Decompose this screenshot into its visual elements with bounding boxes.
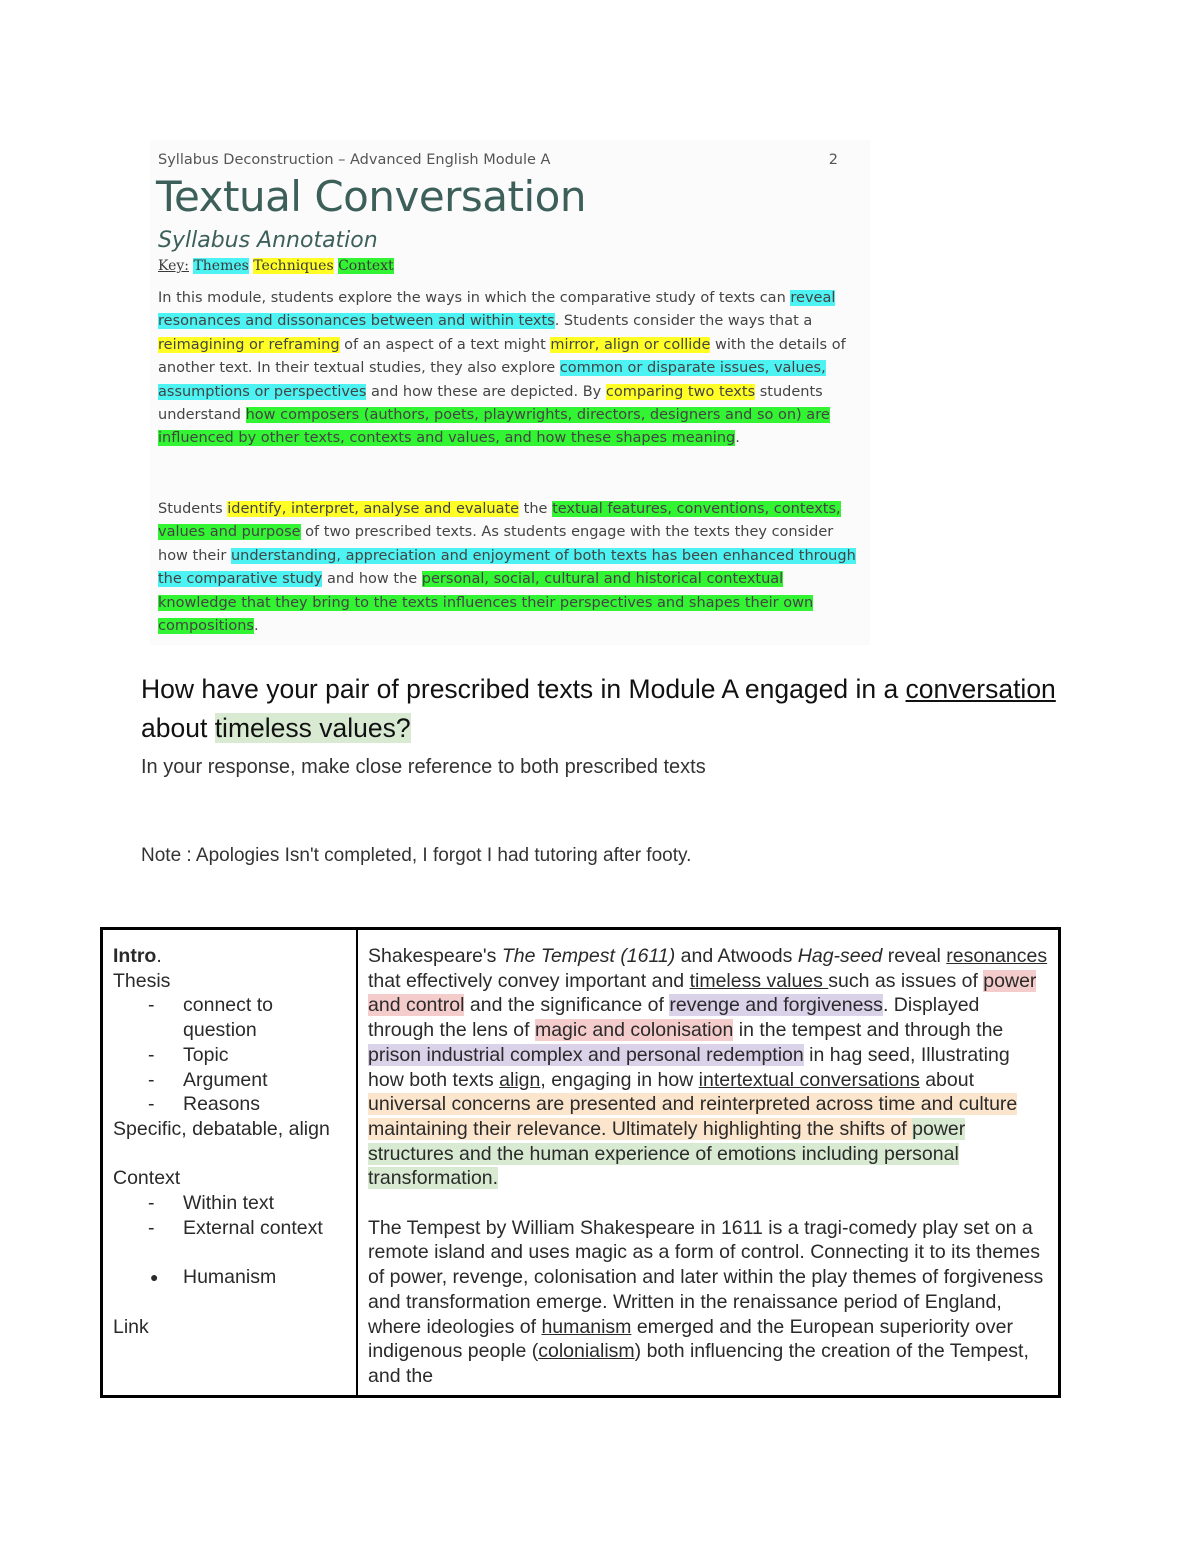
- list-item: - External context: [148, 1216, 323, 1239]
- syllabus-annotation-image: [150, 140, 870, 645]
- syllabus-header: [158, 152, 838, 168]
- list-item: - Topic: [148, 1043, 229, 1066]
- key-label: Key:: [158, 258, 189, 274]
- response-column: [357, 929, 1060, 1397]
- list-item: - Argument: [148, 1068, 268, 1091]
- list-item: - Within text: [148, 1192, 275, 1215]
- table-row: [102, 929, 1060, 1397]
- context-label: Context: [113, 1167, 181, 1190]
- syllabus-title: Textual Conversation: [156, 172, 586, 221]
- syllabus-key: [158, 258, 394, 274]
- key-themes: Themes: [193, 258, 249, 274]
- list-item: - Reasons: [148, 1093, 260, 1116]
- context-paragraph: The Tempest by William Shakespeare in 1611 is a tragi-comedy play set on a remote island and uses magic as a form of control. Connecting it to its themes of power, revenge, colonisation and later within the play themes of forgiveness and transformation emerge. Written in the renaissance period of England, where ideologies of humanism emerged and the European superiority over indigenous people (colonialism) both influencing the creation of the Tempest, and the: [368, 1216, 1044, 1387]
- thesis-list: [113, 993, 346, 1117]
- essay-question: How have your pair of prescribed texts in Module A engaged in a conversation about timeless values?: [141, 674, 1056, 743]
- humanism-list: [113, 1265, 346, 1290]
- syllabus-header-text: Syllabus Deconstruction – Advanced English Module A: [158, 152, 551, 168]
- bullet-icon: ●: [150, 1269, 159, 1286]
- syllabus-paragraph-1: In this module, students explore the ways in which the comparative study of texts can reveal resonances and dissonances between and within texts. Students consider the ways that a reimagining or reframing of an aspect of a text might mirror, align or collide with the details of another text. In their textual studies, they also explore common or disparate issues, values, assumptions or perspectives and how these are depicted. By comparing two texts students understand how composers (authors, poets, playwrights, directors, designers and so on) are influenced by other texts, contexts and values, and how these shapes meaning.: [158, 290, 846, 447]
- thesis-label: Thesis: [113, 969, 171, 992]
- syllabus-page-number: 2: [828, 152, 838, 168]
- context-list: [113, 1191, 346, 1240]
- key-context: Context: [338, 258, 394, 274]
- author-note: Note : Apologies Isn't completed, I forgot I had tutoring after footy.: [141, 845, 692, 866]
- syllabus-paragraph-2: Students identify, interpret, analyse and evaluate the textual features, conventions, contexts, values and purpose of two prescribed texts. As students engage with the texts they consider how their understanding, appreciation and enjoyment of both texts has been enhanced through the comparative study and how the personal, social, cultural and historical contextual knowledge that they bring to the texts influences their perspectives and shapes their own compositions.: [158, 501, 856, 635]
- list-item: ● Humanism: [150, 1266, 277, 1289]
- list-item: - connect to question: [148, 994, 273, 1042]
- thesis-paragraph: Shakespeare's The Tempest (1611) and Atwoods Hag-seed reveal resonances that effectively convey important and timeless values such as issues of power and control and the significance of revenge and forgiveness. Displayed through the lens of magic and colonisation in the tempest and through the prison industrial complex and personal redemption in hag seed, Illustrating how both texts align, engaging in how intertextual conversations about universal concerns are presented and reinterpreted across time and culture maintaining their relevance. Ultimately highlighting the shifts of power structures and the human experience of emotions including personal transformation.: [368, 945, 1048, 1190]
- essay-instruction: In your response, make close reference to both prescribed texts: [141, 756, 706, 778]
- link-label: Link: [113, 1315, 149, 1338]
- key-techniques: Techniques: [253, 258, 334, 274]
- specific-label: Specific, debatable, align: [113, 1117, 330, 1140]
- essay-plan-table: [100, 927, 1061, 1398]
- outline-column: [102, 929, 358, 1397]
- syllabus-subtitle: Syllabus Annotation: [158, 228, 378, 253]
- intro-heading: Intro.: [113, 945, 162, 967]
